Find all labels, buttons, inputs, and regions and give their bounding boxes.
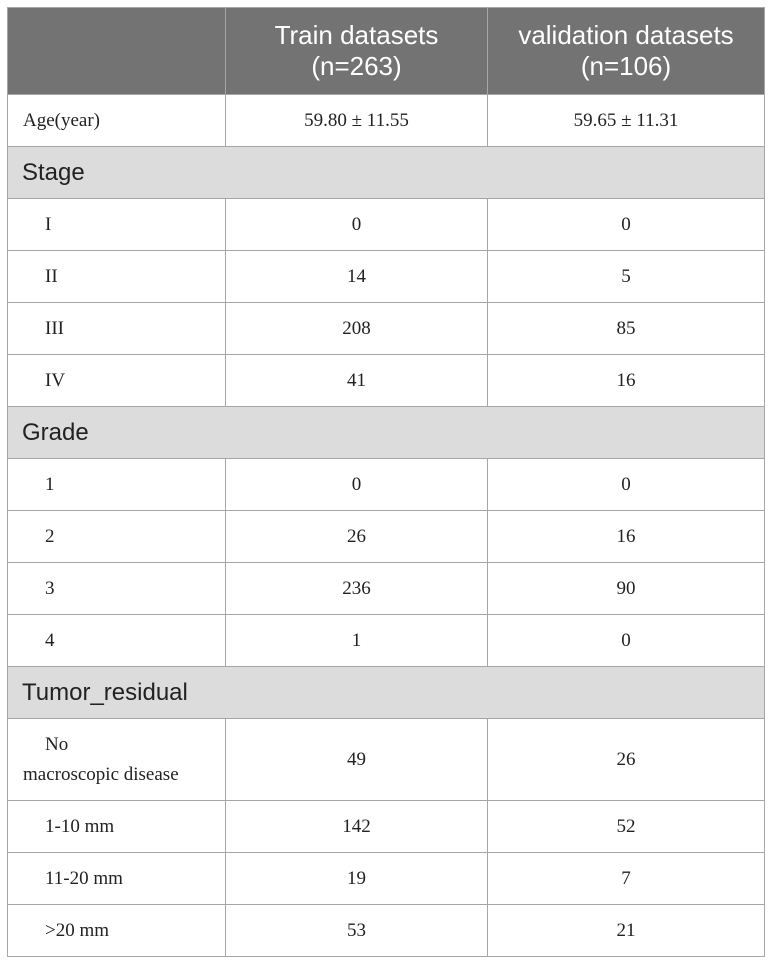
table-row xyxy=(8,355,765,407)
row-label: 4 xyxy=(8,615,226,667)
validation-value: 0 xyxy=(488,615,765,667)
table-row xyxy=(8,719,765,801)
row-label-line2: macroscopic disease xyxy=(23,763,179,785)
row-label: 1 xyxy=(8,459,226,511)
row-label: II xyxy=(8,251,226,303)
train-value: 142 xyxy=(226,801,488,853)
validation-value: 5 xyxy=(488,251,765,303)
table-row xyxy=(8,905,765,957)
table-row xyxy=(8,199,765,251)
table-row xyxy=(8,303,765,355)
validation-value: 0 xyxy=(488,459,765,511)
section-header-stage xyxy=(8,147,765,199)
validation-value: 52 xyxy=(488,801,765,853)
validation-value: 21 xyxy=(488,905,765,957)
header-cell-empty xyxy=(8,8,226,95)
validation-value: 16 xyxy=(488,355,765,407)
table-row-age xyxy=(8,95,765,147)
section-title: Grade xyxy=(8,407,765,459)
validation-value: 85 xyxy=(488,303,765,355)
header-train: Train datasets (n=263) xyxy=(226,8,488,95)
row-label: 2 xyxy=(8,511,226,563)
validation-value: 0 xyxy=(488,199,765,251)
characteristics-table xyxy=(7,7,765,957)
train-value: 26 xyxy=(226,511,488,563)
row-label: Age(year) xyxy=(8,95,226,147)
row-label xyxy=(8,719,226,801)
validation-value: 7 xyxy=(488,853,765,905)
row-label: IV xyxy=(8,355,226,407)
train-value: 0 xyxy=(226,459,488,511)
row-label: 11-20 mm xyxy=(8,853,226,905)
validation-value: 26 xyxy=(488,719,765,801)
section-title: Stage xyxy=(8,147,765,199)
validation-value: 16 xyxy=(488,511,765,563)
train-value: 41 xyxy=(226,355,488,407)
validation-value: 90 xyxy=(488,563,765,615)
row-label: 1-10 mm xyxy=(8,801,226,853)
table-row xyxy=(8,511,765,563)
section-header-grade xyxy=(8,407,765,459)
train-value: 208 xyxy=(226,303,488,355)
train-value: 0 xyxy=(226,199,488,251)
row-label: 3 xyxy=(8,563,226,615)
train-value: 236 xyxy=(226,563,488,615)
row-label: III xyxy=(8,303,226,355)
train-value: 14 xyxy=(226,251,488,303)
header-validation: validation datasets (n=106) xyxy=(488,8,765,95)
section-header-tumor-residual xyxy=(8,667,765,719)
train-value: 53 xyxy=(226,905,488,957)
table-row xyxy=(8,251,765,303)
train-value: 59.80 ± 11.55 xyxy=(226,95,488,147)
table-row xyxy=(8,853,765,905)
row-label-line1: No xyxy=(45,733,69,755)
table-row xyxy=(8,615,765,667)
table-header xyxy=(8,8,765,95)
row-label: >20 mm xyxy=(8,905,226,957)
section-title: Tumor_residual xyxy=(8,667,765,719)
table-row xyxy=(8,459,765,511)
table-row xyxy=(8,801,765,853)
table-row xyxy=(8,563,765,615)
row-label: I xyxy=(8,199,226,251)
train-value: 49 xyxy=(226,719,488,801)
validation-value: 59.65 ± 11.31 xyxy=(488,95,765,147)
train-value: 19 xyxy=(226,853,488,905)
train-value: 1 xyxy=(226,615,488,667)
